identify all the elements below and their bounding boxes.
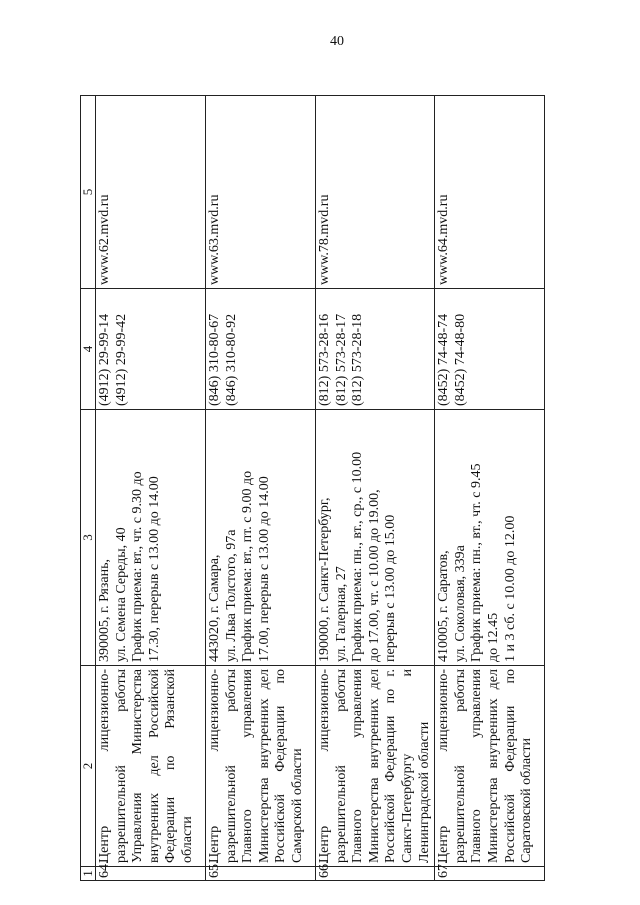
organization-name-line: Главного управления — [240, 669, 256, 863]
header-cell: 4 — [81, 289, 96, 410]
table-row — [96, 96, 206, 881]
row-number: 66. — [316, 867, 435, 881]
organization-name-line: Министерства внутренних дел — [485, 669, 501, 863]
address-schedule-line: до 17.00, чт. с 10.00 до 19.00, — [366, 489, 382, 662]
header-row — [81, 96, 96, 881]
organization-name-line: Центр лицензионно- — [97, 669, 112, 863]
address-schedule-line: ул. Семена Середы, 40 — [113, 527, 129, 662]
address-schedule — [206, 410, 316, 666]
header-cell: 1 — [81, 867, 96, 881]
phone-numbers-line: (846) 310-80-67 — [207, 313, 222, 406]
phone-numbers-line: (4912) 29-99-42 — [113, 313, 129, 406]
organization-name-line: Российской Федерации по — [502, 669, 518, 863]
organization-name-line: разрешительной работы — [113, 669, 129, 863]
website-link[interactable]: www.64.mvd.ru — [435, 96, 545, 289]
address-schedule-line: График приема: пн., вт., чт. с 9.45 — [469, 463, 485, 662]
address-schedule-line: ул. Галерная, 27 — [333, 566, 349, 662]
organization-name — [206, 666, 316, 867]
organization-name-line: Российской Федерации по г. — [383, 669, 399, 863]
organization-name-line: области — [179, 816, 195, 863]
row-number: 65. — [206, 867, 316, 881]
organization-name — [96, 666, 206, 867]
organization-name-line: Главного управления — [350, 669, 366, 863]
organization-name-line: разрешительной работы — [223, 669, 239, 863]
phone-numbers-line: (812) 573-28-16 — [317, 313, 332, 406]
phone-numbers-line: (4912) 29-99-14 — [97, 313, 112, 406]
address-schedule-line: 1 и 3 сб. с 10.00 до 12.00 — [502, 515, 518, 662]
address-schedule-line: перерыв с 13.00 до 15.00 — [383, 514, 399, 662]
address-schedule — [316, 410, 435, 666]
organization-name-line: Центр лицензионно- — [317, 669, 332, 863]
address-schedule-line: 17.00, перерыв с 13.00 до 14.00 — [256, 476, 272, 662]
organization-name-line: Главного управления — [469, 669, 485, 863]
website-link[interactable]: www.63.mvd.ru — [206, 96, 316, 289]
organization-name-line: Санкт-Петербургу и — [399, 669, 415, 863]
address-schedule-line: График приема: вт., пт. с 9.00 до — [240, 470, 256, 662]
address-schedule-line: 190000, г. Санкт-Петербург, — [317, 497, 332, 662]
phone-numbers — [435, 289, 545, 410]
phone-numbers — [96, 289, 206, 410]
organization-name-line: Министерства внутренних дел — [366, 669, 382, 863]
organization-name-line: разрешительной работы — [452, 669, 468, 863]
organization-name-line: Федерации по Рязанской — [163, 669, 179, 863]
organization-name-line: Управления Министерства — [130, 669, 146, 863]
rotated-table-container — [80, 96, 537, 881]
website-link[interactable]: www.78.mvd.ru — [316, 96, 435, 289]
organization-name-line: Российской Федерации по — [273, 669, 289, 863]
header-cell: 5 — [81, 96, 96, 289]
address-schedule-line: 17.30, перерыв с 13.00 до 14.00 — [146, 476, 162, 662]
phone-numbers — [206, 289, 316, 410]
address-schedule-line: График приема: пн., вт., ср., с 10.00 — [350, 451, 366, 662]
organization-name-line: разрешительной работы — [333, 669, 349, 863]
address-schedule-line: ул. Соколовая, 339а — [452, 545, 468, 662]
address-schedule — [435, 410, 545, 666]
organization-name-line: Министерства внутренних дел — [256, 669, 272, 863]
address-schedule-line: График приема: вт., чт. с 9.30 до — [130, 471, 146, 662]
address-schedule-line: ул. Льва Толстого, 97а — [223, 529, 239, 662]
address-schedule-line: 443020, г. Самара, — [207, 554, 222, 662]
address-schedule-line: до 12.45 — [485, 612, 501, 662]
row-number: 67. — [435, 867, 545, 881]
licensing-centers-table — [80, 95, 545, 881]
table-row — [206, 96, 316, 881]
organization-name-line: Ленинградской области — [416, 721, 432, 863]
organization-name-line: Центр лицензионно- — [436, 669, 452, 863]
phone-numbers-line: (812) 573-28-18 — [350, 313, 366, 406]
organization-name-line: Самарской области — [289, 748, 305, 863]
website-link[interactable]: www.62.mvd.ru — [96, 96, 206, 289]
header-cell: 2 — [81, 666, 96, 867]
phone-numbers-line: (8452) 74-48-80 — [452, 313, 468, 406]
phone-numbers-line: (812) 573-28-17 — [333, 313, 349, 406]
page-number: 40 — [330, 34, 344, 49]
address-schedule — [96, 410, 206, 666]
organization-name-line: Центр лицензионно- — [207, 669, 222, 863]
table-row — [435, 96, 545, 881]
table-body — [96, 96, 545, 881]
phone-numbers-line: (846) 310-80-92 — [223, 313, 239, 406]
organization-name — [316, 666, 435, 867]
organization-name-line: внутренних дел Российской — [146, 669, 162, 863]
header-cell: 3 — [81, 410, 96, 666]
row-number: 64. — [96, 867, 206, 881]
address-schedule-line: 410005, г. Саратов, — [436, 550, 452, 662]
organization-name-line: Саратовской области — [519, 738, 535, 863]
address-schedule-line: 390005, г. Рязань, — [97, 559, 112, 662]
table-row — [316, 96, 435, 881]
organization-name — [435, 666, 545, 867]
phone-numbers — [316, 289, 435, 410]
phone-numbers-line: (8452) 74-48-74 — [436, 313, 452, 406]
